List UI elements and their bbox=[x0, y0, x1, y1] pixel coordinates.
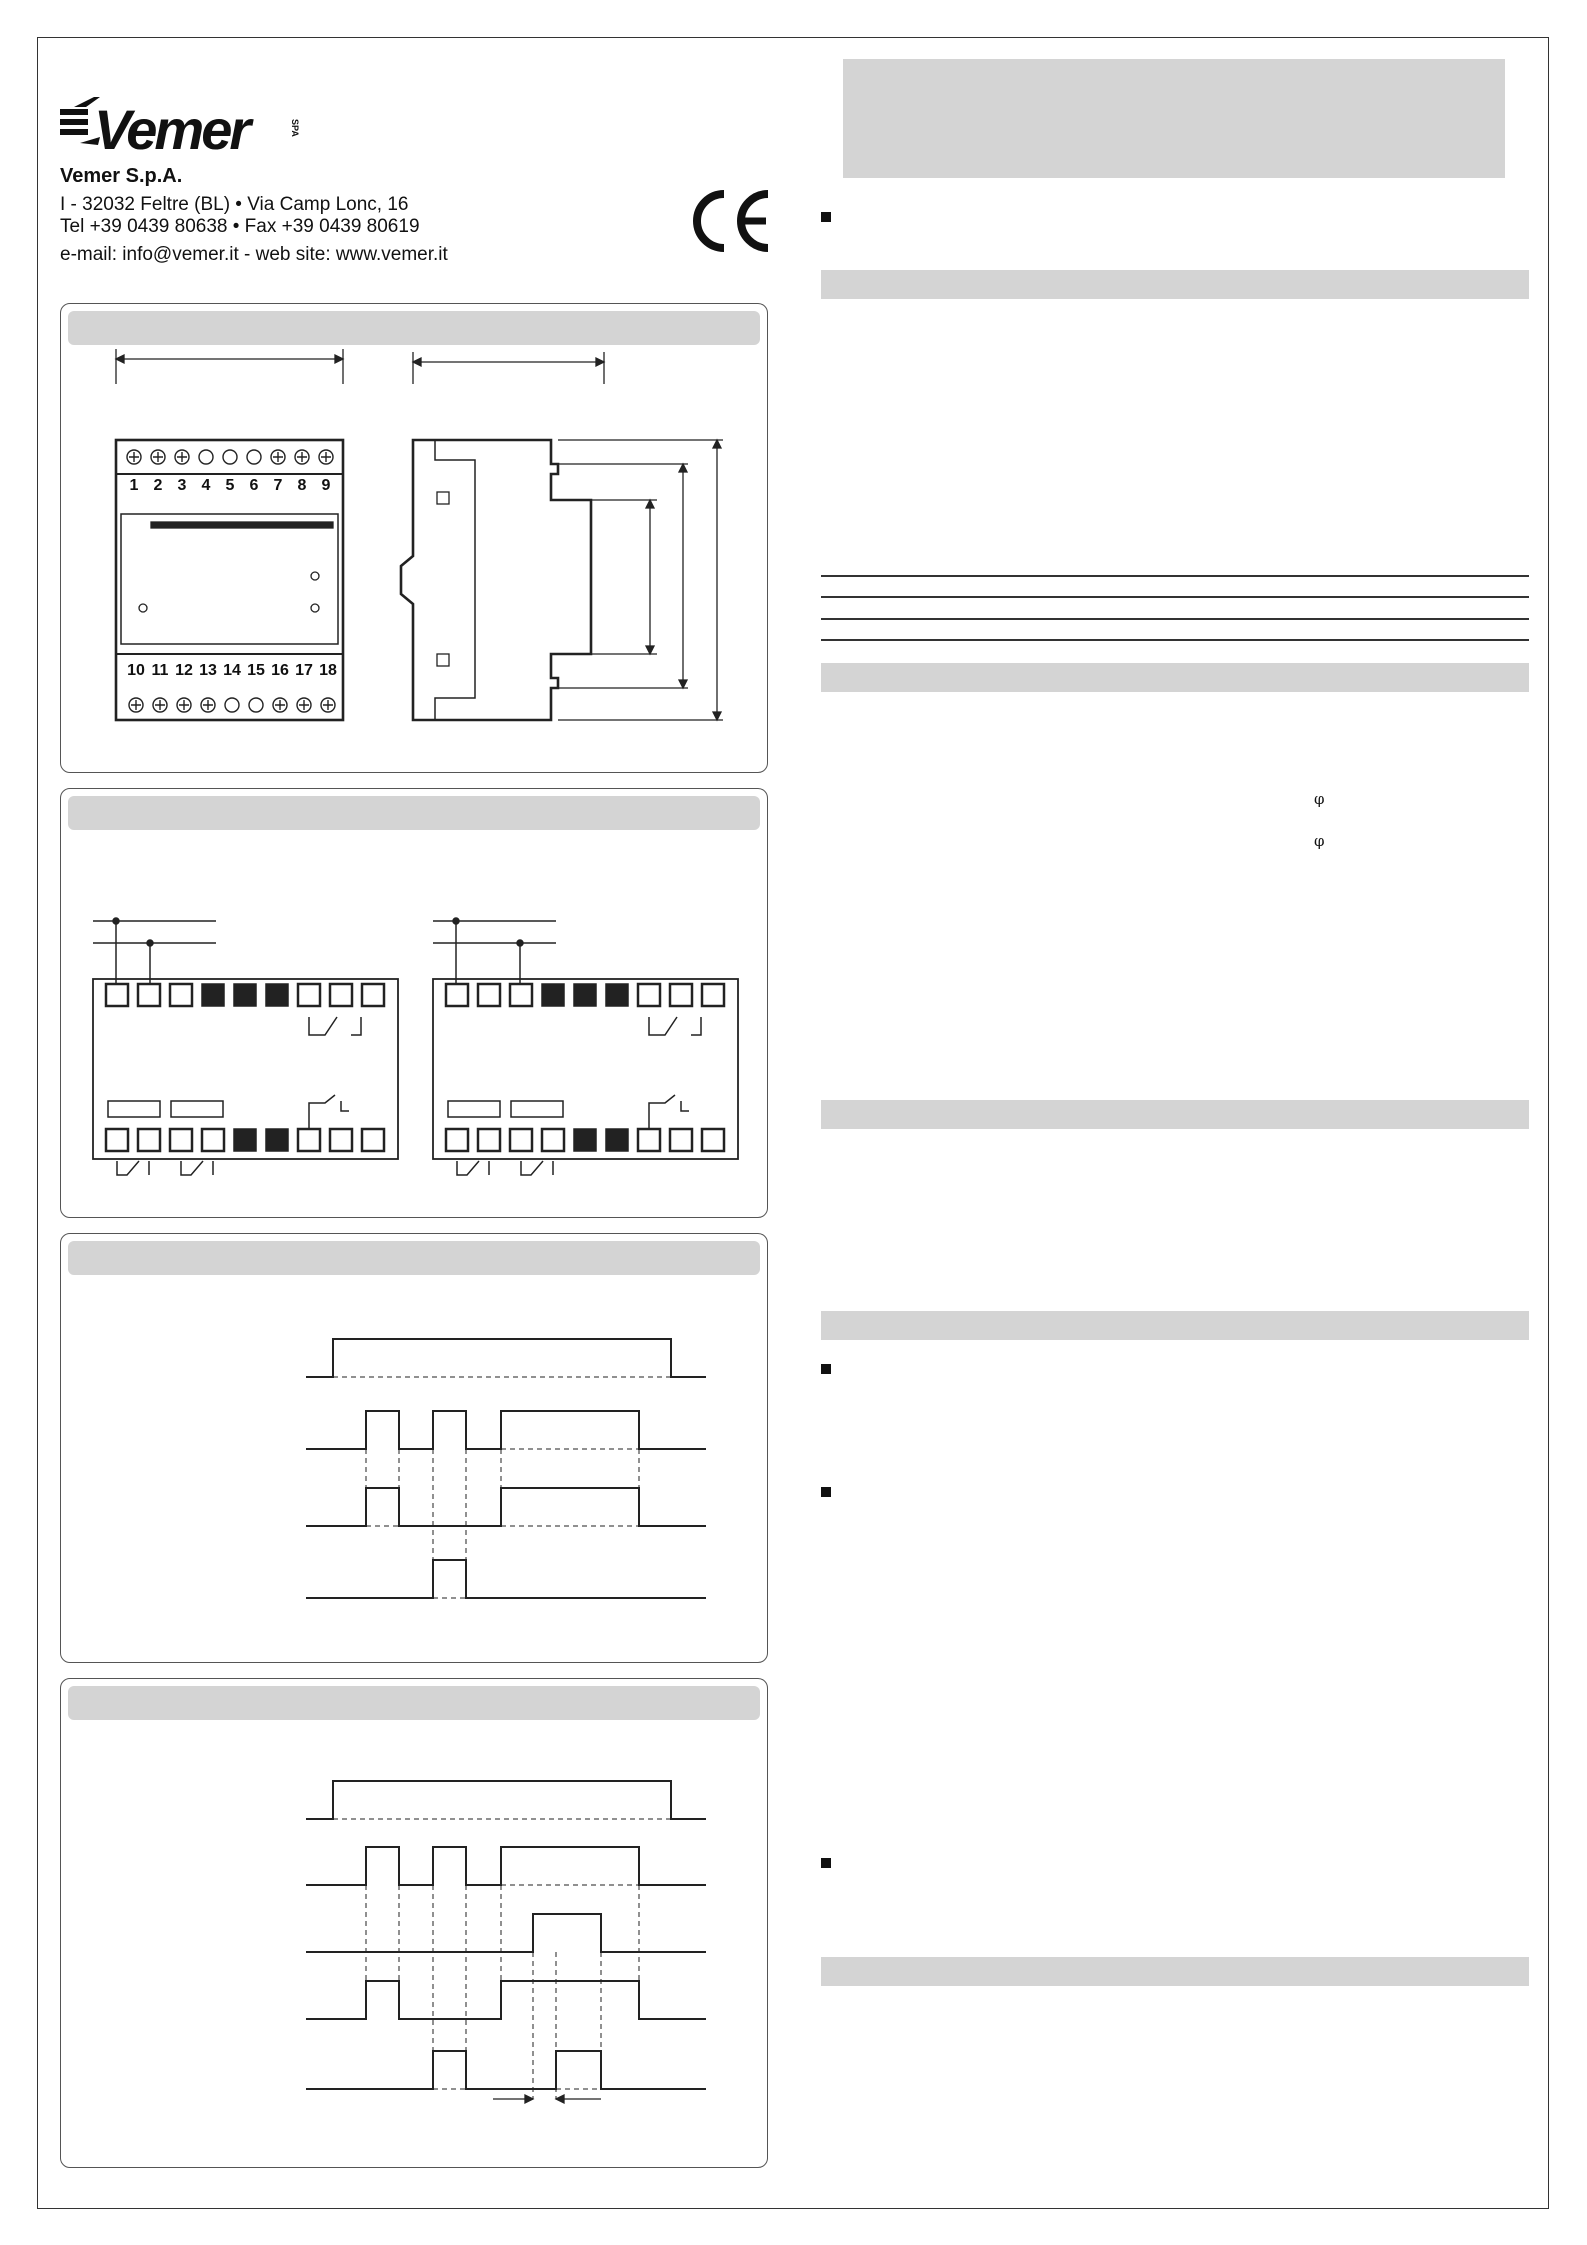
dimensions-panel bbox=[60, 303, 768, 773]
terminal-label: 10 bbox=[127, 662, 145, 679]
terminal-label: 4 bbox=[201, 477, 211, 494]
company-name: Vemer S.p.A. bbox=[60, 165, 183, 187]
bullet-marker bbox=[821, 1858, 831, 1868]
terminal-label: 2 bbox=[153, 477, 163, 494]
table-line bbox=[821, 639, 1529, 641]
section-header-2 bbox=[821, 663, 1529, 692]
terminal-label: 15 bbox=[247, 662, 265, 679]
terminal-label: 13 bbox=[199, 662, 217, 679]
section-header-5 bbox=[821, 1957, 1529, 1986]
company-address: I - 32032 Feltre (BL) • Via Camp Lonc, 16 bbox=[60, 194, 409, 215]
terminal-label: 12 bbox=[175, 662, 193, 679]
terminal-label: 16 bbox=[271, 662, 289, 679]
terminal-label: 7 bbox=[273, 477, 283, 494]
wiring-panel bbox=[60, 788, 768, 1218]
terminal-label: 11 bbox=[151, 662, 169, 679]
table-line bbox=[821, 575, 1529, 577]
terminal-label: 5 bbox=[225, 477, 235, 494]
phi-symbol: φ bbox=[1314, 790, 1325, 808]
terminal-label: 3 bbox=[177, 477, 187, 494]
title-box bbox=[843, 59, 1505, 178]
side-view-body bbox=[401, 440, 591, 720]
terminal-label: 9 bbox=[321, 477, 331, 494]
bullet-marker bbox=[821, 1364, 831, 1374]
timing-diagram-1 bbox=[61, 1234, 769, 1664]
wiring-diagrams bbox=[61, 789, 769, 1219]
phi-symbol: φ bbox=[1314, 832, 1325, 850]
vemer-logo bbox=[60, 95, 300, 155]
logo-text: Vemer bbox=[94, 98, 249, 155]
bullet-marker bbox=[821, 212, 831, 222]
terminal-label: 8 bbox=[297, 477, 307, 494]
terminal-label: 17 bbox=[295, 662, 313, 679]
section-header-4 bbox=[821, 1311, 1529, 1340]
section-header-1 bbox=[821, 270, 1529, 299]
terminal-label: 18 bbox=[319, 662, 337, 679]
company-phone-fax: Tel +39 0439 80638 • Fax +39 0439 80619 bbox=[60, 216, 420, 237]
logo-suffix: SPA bbox=[290, 119, 300, 137]
timing-panel-2 bbox=[60, 1678, 768, 2168]
company-contact: e-mail: info@vemer.it - web site: www.vemer.it bbox=[60, 244, 448, 265]
terminal-label: 6 bbox=[249, 477, 259, 494]
timing-panel-1 bbox=[60, 1233, 768, 1663]
dimensions-drawing bbox=[61, 304, 769, 774]
terminal-label: 1 bbox=[129, 477, 139, 494]
table-line bbox=[821, 618, 1529, 620]
table-line bbox=[821, 596, 1529, 598]
timing-diagram-2 bbox=[61, 1679, 769, 2169]
ce-mark bbox=[688, 188, 772, 254]
bullet-marker bbox=[821, 1487, 831, 1497]
terminal-label: 14 bbox=[223, 662, 241, 679]
section-header-3 bbox=[821, 1100, 1529, 1129]
